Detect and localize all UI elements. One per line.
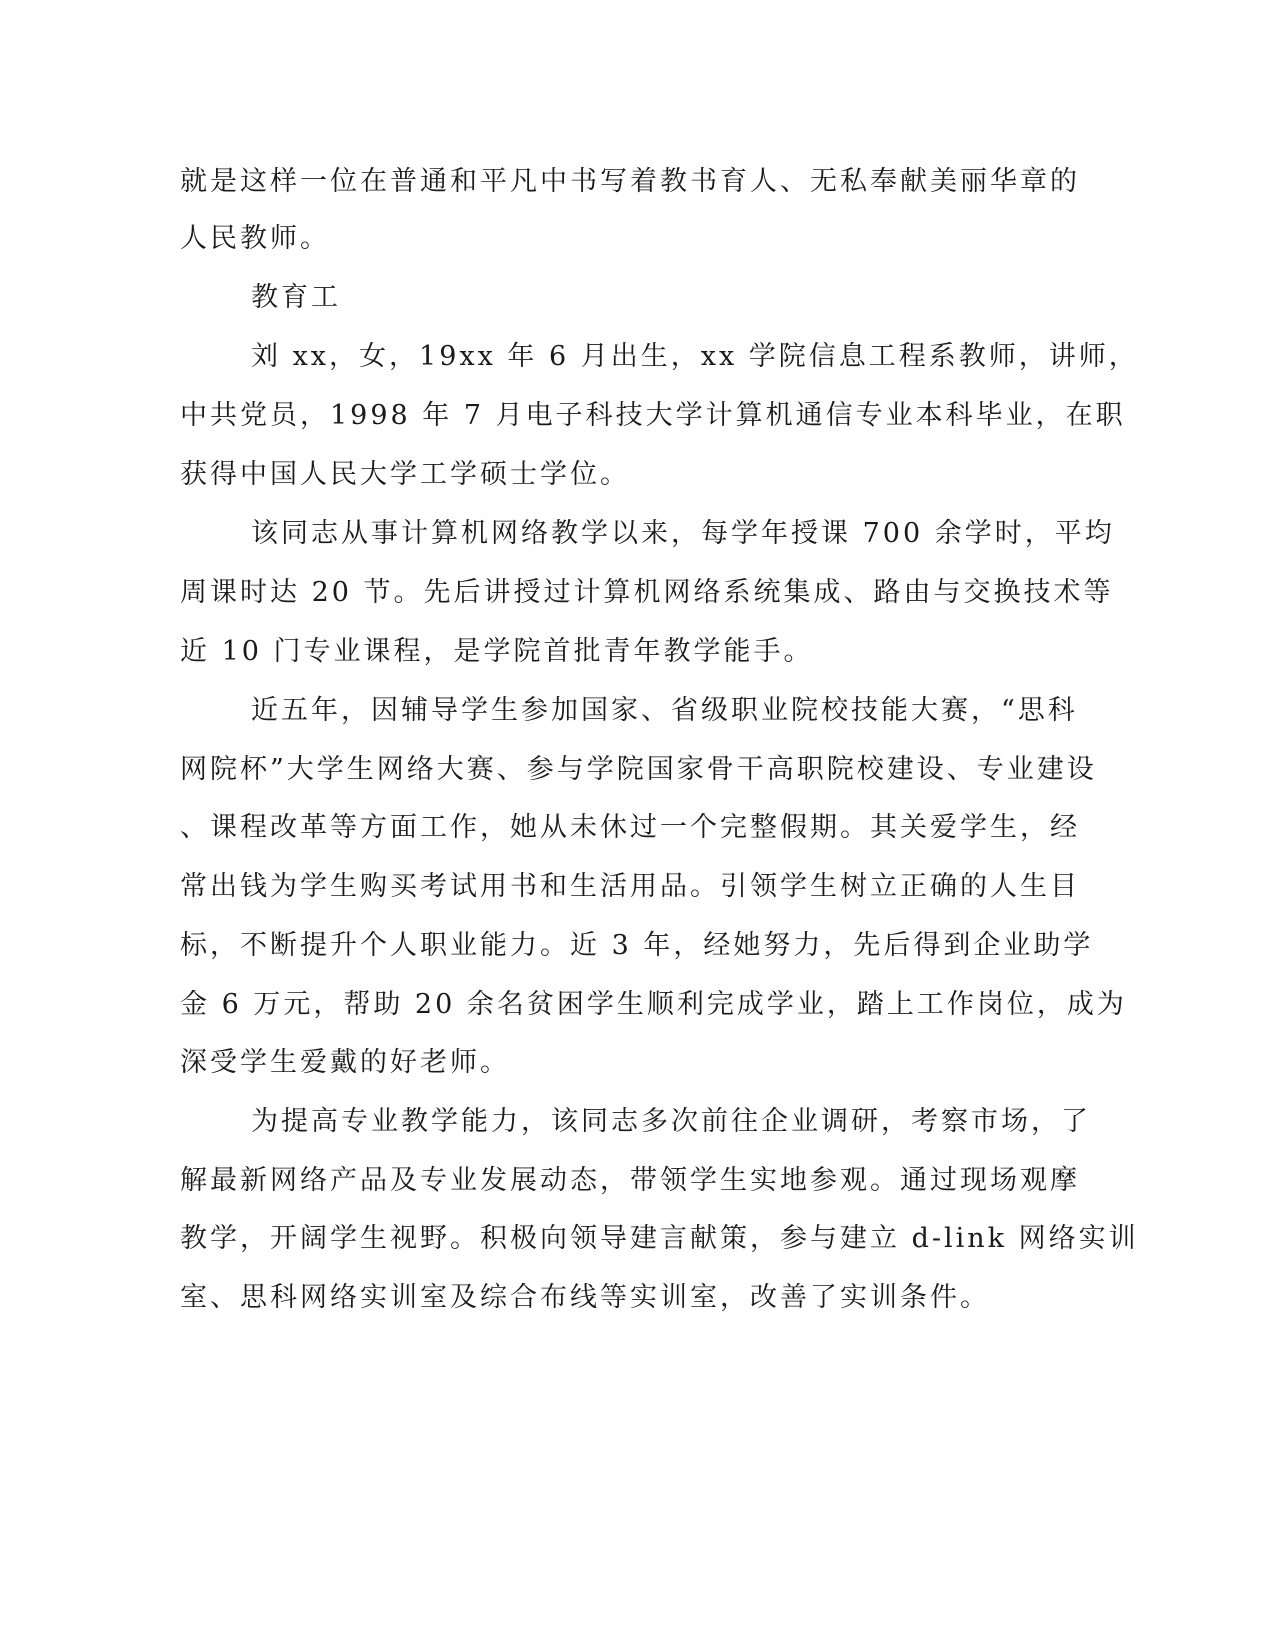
text-line: 室、思科网络实训室及综合布线等实训室，改善了实训条件。 bbox=[180, 1282, 990, 1313]
text-line: 获得中国人民大学工学硕士学位。 bbox=[180, 459, 630, 490]
text-line: 深受学生爱戴的好老师。 bbox=[180, 1047, 510, 1078]
text-line: 金 6 万元，帮助 20 余名贫困学生顺利完成学业，踏上工作岗位，成为 bbox=[180, 989, 1127, 1020]
text-line: 该同志从事计算机网络教学以来，每学年授课 700 余学时，平均 bbox=[251, 518, 1115, 549]
text-line: 中共党员，1998 年 7 月电子科技大学计算机通信专业本科毕业，在职 bbox=[180, 400, 1126, 431]
text-line: 近五年，因辅导学生参加国家、省级职业院校技能大赛，“思科 bbox=[251, 695, 1078, 726]
text-line: 解最新网络产品及专业发展动态，带领学生实地参观。通过现场观摩 bbox=[180, 1165, 1080, 1196]
text-line: 为提高专业教学能力，该同志多次前往企业调研，考察市场，了 bbox=[251, 1106, 1091, 1137]
text-line: 周课时达 20 节。先后讲授过计算机网络系统集成、路由与交换技术等 bbox=[180, 577, 1114, 608]
section-heading: 教育工 bbox=[251, 282, 341, 313]
text-line: 刘 xx，女，19xx 年 6 月出生，xx 学院信息工程系教师，讲师， bbox=[251, 341, 1139, 372]
text-line: 就是这样一位在普通和平凡中书写着教书育人、无私奉献美丽华章的 bbox=[180, 166, 1080, 197]
text-line: 近 10 门专业课程，是学院首批青年教学能手。 bbox=[180, 636, 814, 667]
text-line: 常出钱为学生购买考试用书和生活用品。引领学生树立正确的人生目 bbox=[180, 871, 1080, 902]
text-line: 标，不断提升个人职业能力。近 3 年，经她努力，先后得到企业助学 bbox=[180, 930, 1094, 961]
text-line: 、课程改革等方面工作，她从未休过一个完整假期。其关爱学生，经 bbox=[180, 812, 1080, 843]
text-line: 教学，开阔学生视野。积极向领导建言献策，参与建立 d-link 网络实训 bbox=[180, 1223, 1139, 1254]
text-line: 人民教师。 bbox=[180, 223, 330, 254]
text-line: 网院杯”大学生网络大赛、参与学院国家骨干高职院校建设、专业建设 bbox=[180, 754, 1097, 785]
